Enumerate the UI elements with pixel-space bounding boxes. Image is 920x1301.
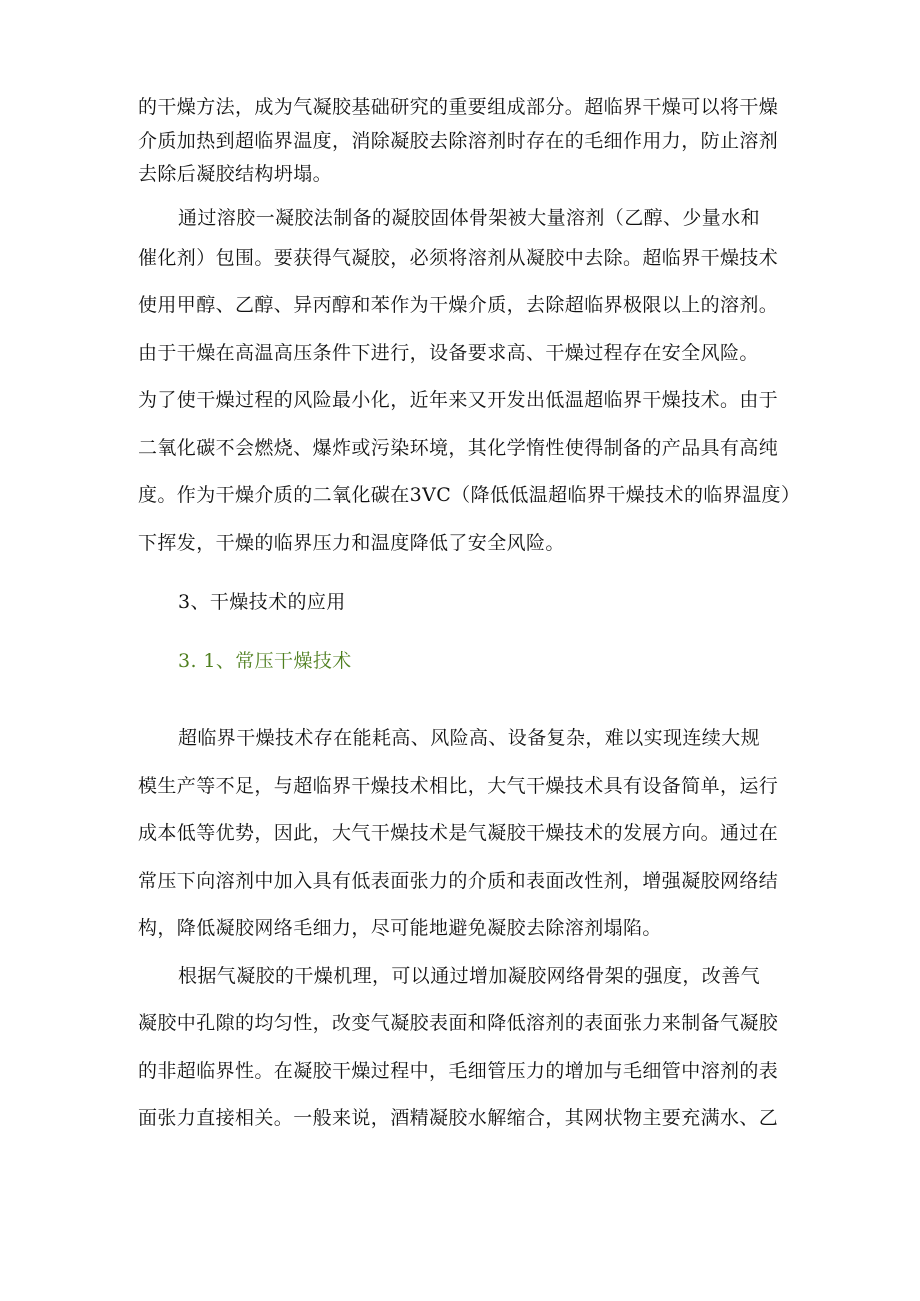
paragraph-line: 根据气凝胶的干燥机理，可以通过增加凝胶网络骨架的强度，改善气 [178, 965, 761, 987]
paragraph-line: 常压下向溶剂中加入具有低表面张力的介质和表面改性剂，增强凝胶网络结 [138, 870, 779, 892]
paragraph-line: 的干燥方法，成为气凝胶基础研究的重要组成部分。超临界干燥可以将干燥 [138, 96, 779, 118]
paragraph-line: 介质加热到超临界温度，消除凝胶去除溶剂时存在的毛细作用力，防止溶剂 [138, 130, 779, 152]
paragraph-line: 面张力直接相关。一般来说，酒精凝胶水解缩合，其网状物主要充满水、乙 [138, 1107, 779, 1129]
paragraph-line: 由于干燥在高温高压条件下进行，设备要求高、干燥过程存在安全风险。 [138, 342, 759, 364]
paragraph-line: 为了使干燥过程的风险最小化，近年来又开发出低温超临界干燥技术。由于 [138, 389, 779, 411]
paragraph-line: 去除后凝胶结构坍塌。 [138, 163, 333, 185]
paragraph-line: 的非超临界性。在凝胶干燥过程中，毛细管压力的增加与毛细管中溶剂的表 [138, 1060, 779, 1082]
paragraph-line: 凝胶中孔隙的均匀性，改变气凝胶表面和降低溶剂的表面张力来制备气凝胶 [138, 1012, 779, 1034]
paragraph-line: 超临界干燥技术存在能耗高、风险高、设备复杂，难以实现连续大规 [178, 727, 761, 749]
paragraph-line: 二氧化碳不会燃烧、爆炸或污染环境，其化学惰性使得制备的产品具有高纯 [138, 437, 779, 459]
paragraph-line: 通过溶胶一凝胶法制备的凝胶固体骨架被大量溶剂（乙醇、少量水和 [178, 207, 761, 229]
paragraph-line: 模生产等不足，与超临界干燥技术相比，大气干燥技术具有设备简单，运行 [138, 775, 779, 797]
paragraph-line: 催化剂）包围。要获得气凝胶，必须将溶剂从凝胶中去除。超临界干燥技术 [138, 247, 779, 269]
paragraph-line: 下挥发，干燥的临界压力和温度降低了安全风险。 [138, 532, 565, 554]
section-heading: 3、干燥技术的应用 [178, 591, 346, 613]
paragraph-line: 成本低等优势，因此，大气干燥技术是气凝胶干燥技术的发展方向。通过在 [138, 822, 779, 844]
paragraph-line: 使用甲醇、乙醇、异丙醇和苯作为干燥介质，去除超临界极限以上的溶剂。 [138, 294, 779, 316]
paragraph-line: 度。作为干燥介质的二氧化碳在3VC（降低低温超临界干燥技术的临界温度） [138, 484, 801, 506]
subsection-heading: 3. 1、常压干燥技术 [178, 650, 352, 672]
paragraph-line: 构，降低凝胶网络毛细力，尽可能地避免凝胶去除溶剂塌陷。 [138, 917, 662, 939]
